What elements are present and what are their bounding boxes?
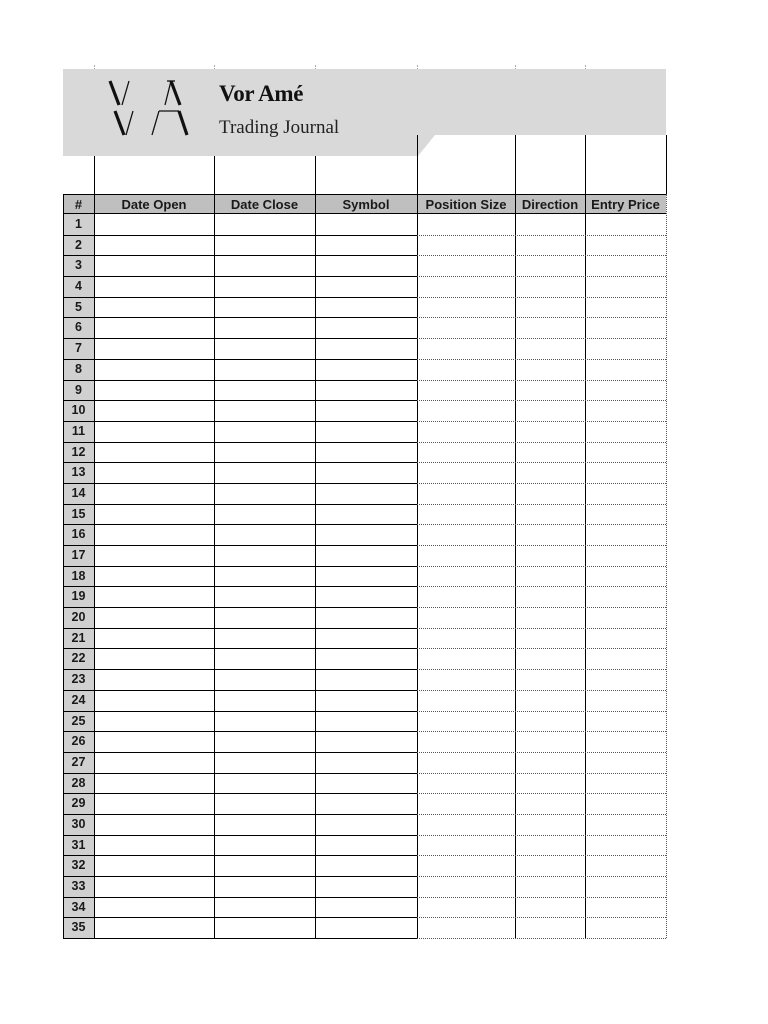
row-number: 1 (75, 217, 82, 231)
grid-hline (63, 380, 417, 381)
grid-hline (63, 897, 417, 898)
grid-hline (417, 338, 666, 339)
grid-hline (63, 876, 417, 877)
row-number: 32 (71, 858, 86, 873)
grid-hline (417, 876, 666, 877)
grid-tick (417, 65, 418, 69)
row-number: 23 (71, 672, 86, 687)
row-number: 31 (71, 837, 86, 852)
grid-hline (63, 442, 417, 443)
column-header-direction: Direction (521, 197, 579, 212)
row-number: 16 (71, 527, 86, 542)
row-number: 19 (71, 589, 86, 604)
trading-journal-sheet (63, 69, 666, 939)
grid-hline (417, 752, 666, 753)
column-header-date-open: Date Open (121, 197, 187, 212)
grid-tick (94, 65, 95, 69)
grid-hline (63, 690, 417, 691)
grid-hline (63, 917, 417, 918)
row-number: 6 (75, 320, 82, 335)
grid-hline (63, 731, 417, 732)
grid-hline (63, 669, 417, 670)
row-number: 34 (71, 899, 86, 914)
column-header-date-close: Date Close (230, 197, 299, 212)
grid-hline (63, 607, 417, 608)
grid-hline (63, 338, 417, 339)
row-number: 17 (71, 548, 86, 563)
grid-hline (63, 773, 417, 774)
grid-hline (417, 648, 666, 649)
row-number: 22 (71, 651, 86, 666)
grid-hline (417, 566, 666, 567)
row-number: 28 (71, 775, 86, 790)
grid-vline (214, 156, 215, 194)
grid-hline (63, 483, 417, 484)
row-number: 3 (75, 258, 82, 273)
grid-hline (63, 545, 417, 546)
grid-hline (63, 752, 417, 753)
grid-hline (417, 359, 666, 360)
grid-hline (417, 628, 666, 629)
grid-hline (417, 235, 666, 236)
row-number: 8 (75, 361, 82, 376)
row-number: 30 (71, 817, 86, 831)
grid-hline (63, 855, 417, 856)
grid-hline (417, 607, 666, 608)
grid-hline (63, 938, 417, 939)
grid-vline (585, 135, 586, 194)
journal-grid (63, 69, 666, 939)
row-number: 12 (71, 444, 86, 459)
grid-hline (417, 586, 666, 587)
row-number: 24 (71, 692, 86, 707)
row-number: 13 (71, 465, 86, 480)
grid-tick (585, 65, 586, 69)
grid-hline (63, 793, 417, 794)
grid-hline (63, 297, 417, 298)
grid-hline (417, 255, 666, 256)
row-number: 21 (71, 630, 86, 645)
row-number: 35 (71, 920, 86, 935)
grid-hline (417, 421, 666, 422)
grid-hline (63, 462, 417, 463)
row-number: 27 (71, 754, 86, 769)
grid-hline (417, 793, 666, 794)
grid-hline (417, 380, 666, 381)
grid-vline (417, 135, 418, 194)
grid-hline (417, 835, 666, 836)
grid-hline (417, 276, 666, 277)
grid-hline (417, 669, 666, 670)
document-subtitle: Trading Journal (219, 117, 340, 138)
grid-hline (417, 504, 666, 505)
grid-hline (63, 421, 417, 422)
grid-hline (417, 711, 666, 712)
grid-vline (666, 194, 667, 938)
grid-hline (417, 731, 666, 732)
grid-hline (417, 483, 666, 484)
grid-vline (666, 135, 667, 194)
grid-hline (63, 524, 417, 525)
column-header-entry-price: Entry Price (591, 197, 660, 212)
grid-hline (63, 586, 417, 587)
grid-vline (315, 156, 316, 194)
grid-vline (515, 135, 516, 194)
grid-hline (417, 814, 666, 815)
grid-hline (417, 545, 666, 546)
grid-hline (417, 317, 666, 318)
grid-hline (417, 855, 666, 856)
grid-hline (63, 400, 417, 401)
row-number: 5 (75, 299, 82, 314)
row-number: 11 (71, 423, 86, 438)
grid-hline (417, 690, 666, 691)
row-number: 15 (71, 506, 86, 521)
grid-hline (63, 235, 417, 236)
row-number: 14 (71, 485, 86, 500)
row-number: 10 (71, 403, 86, 418)
grid-hline (63, 711, 417, 712)
row-number: 33 (71, 879, 86, 894)
grid-hline (417, 400, 666, 401)
column-header-index: # (74, 197, 83, 212)
grid-hline (417, 462, 666, 463)
grid-hline (417, 773, 666, 774)
grid-hline (63, 648, 417, 649)
row-number: 9 (75, 382, 82, 397)
grid-hline (63, 255, 417, 256)
grid-hline (417, 524, 666, 525)
grid-hline (63, 566, 417, 567)
row-number: 29 (71, 796, 86, 811)
grid-hline (63, 359, 417, 360)
grid-tick (214, 65, 215, 69)
column-header-position-size: Position Size (425, 197, 507, 212)
row-number: 20 (71, 610, 86, 625)
grid-hline (63, 504, 417, 505)
grid-hline (63, 276, 417, 277)
grid-hline (63, 317, 417, 318)
grid-hline (417, 442, 666, 443)
row-number: 26 (71, 734, 86, 749)
grid-hline (63, 628, 417, 629)
grid-hline (63, 814, 417, 815)
grid-vline (94, 156, 95, 194)
row-number: 18 (71, 568, 86, 583)
row-number: 25 (71, 713, 86, 728)
grid-hline (63, 835, 417, 836)
grid-tick (315, 65, 316, 69)
row-number: 2 (75, 237, 82, 252)
row-number: 4 (75, 279, 82, 294)
column-header-symbol: Symbol (342, 197, 390, 212)
grid-tick (515, 65, 516, 69)
grid-hline (417, 938, 666, 939)
grid-hline (417, 917, 666, 918)
row-number: 7 (75, 341, 82, 356)
brand-name: Vor Amé (219, 81, 304, 106)
grid-hline (417, 297, 666, 298)
grid-hline (417, 897, 666, 898)
